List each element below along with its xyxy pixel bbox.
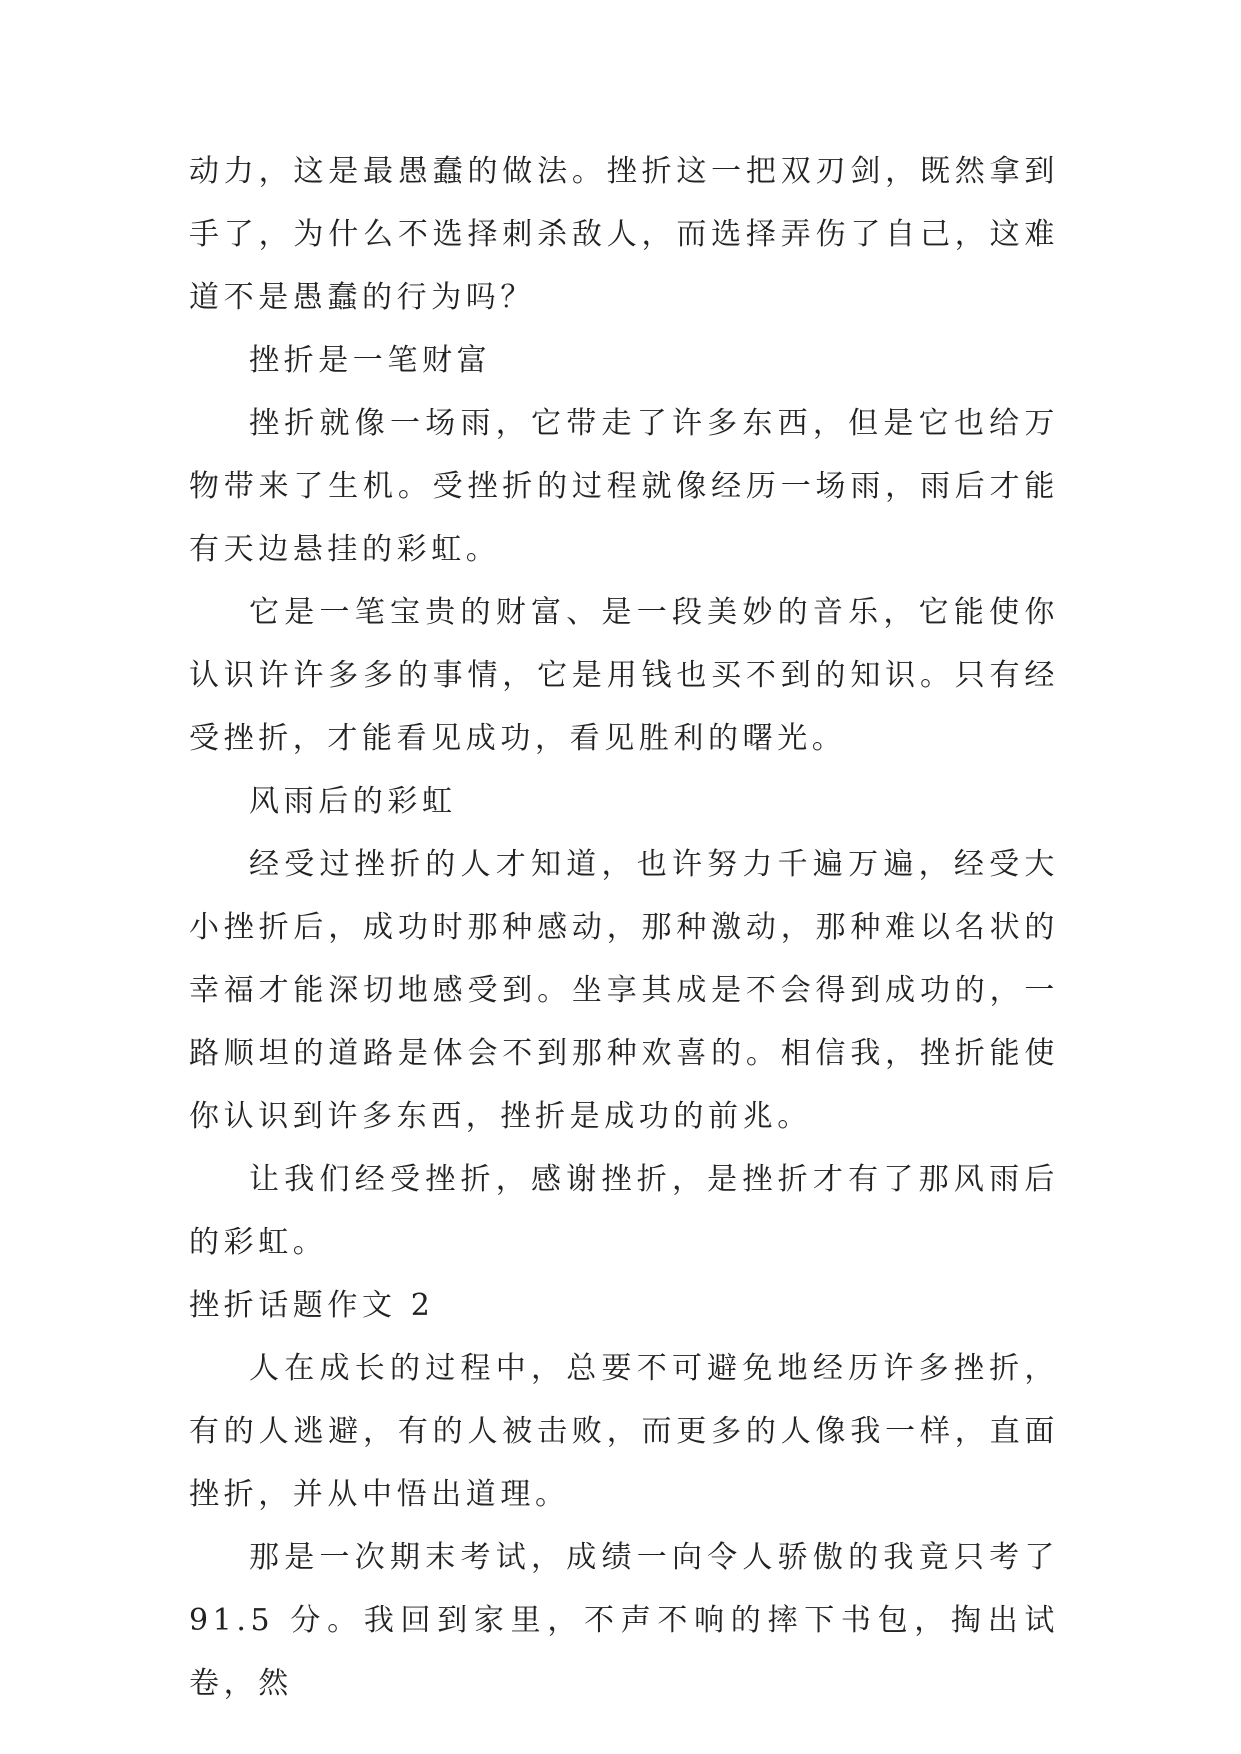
- paragraph: 挫折就像一场雨，它带走了许多东西，但是它也给万物带来了生机。受挫折的过程就像经历一场雨，雨后才能有天边悬挂的彩虹。: [189, 406, 1059, 567]
- essay-title: 挫折话题作文 2: [189, 1288, 435, 1323]
- paragraph: 让我们经受挫折，感谢挫折，是挫折才有了那风雨后的彩虹。: [189, 1162, 1059, 1260]
- paragraph: 动力，这是最愚蠢的做法。挫折这一把双刃剑，既然拿到手了，为什么不选择刺杀敌人，而选择弄伤了自己，这难道不是愚蠢的行为吗？: [189, 154, 1059, 315]
- paragraph: 那是一次期末考试，成绩一向令人骄傲的我竟只考了 91.5 分。我回到家里，不声不响的摔下书包，掏出试卷，然: [189, 1540, 1059, 1701]
- document-body: [189, 140, 1059, 1715]
- paragraph: 经受过挫折的人才知道，也许努力千遍万遍，经受大小挫折后，成功时那种感动，那种激动，那种难以名状的幸福才能深切地感受到。坐享其成是不会得到成功的，一路顺坦的道路是体会不到那种欢喜的。相信我，挫折能使你认识到许多东西，挫折是成功的前兆。: [189, 847, 1059, 1134]
- section-heading: 风雨后的彩虹: [249, 784, 457, 819]
- section-heading: 挫折是一笔财富: [249, 343, 492, 378]
- paragraph: 它是一笔宝贵的财富、是一段美妙的音乐，它能使你认识许许多多的事情，它是用钱也买不到的知识。只有经受挫折，才能看见成功，看见胜利的曙光。: [189, 595, 1059, 756]
- paragraph: 人在成长的过程中，总要不可避免地经历许多挫折，有的人逃避，有的人被击败，而更多的人像我一样，直面挫折，并从中悟出道理。: [189, 1351, 1059, 1512]
